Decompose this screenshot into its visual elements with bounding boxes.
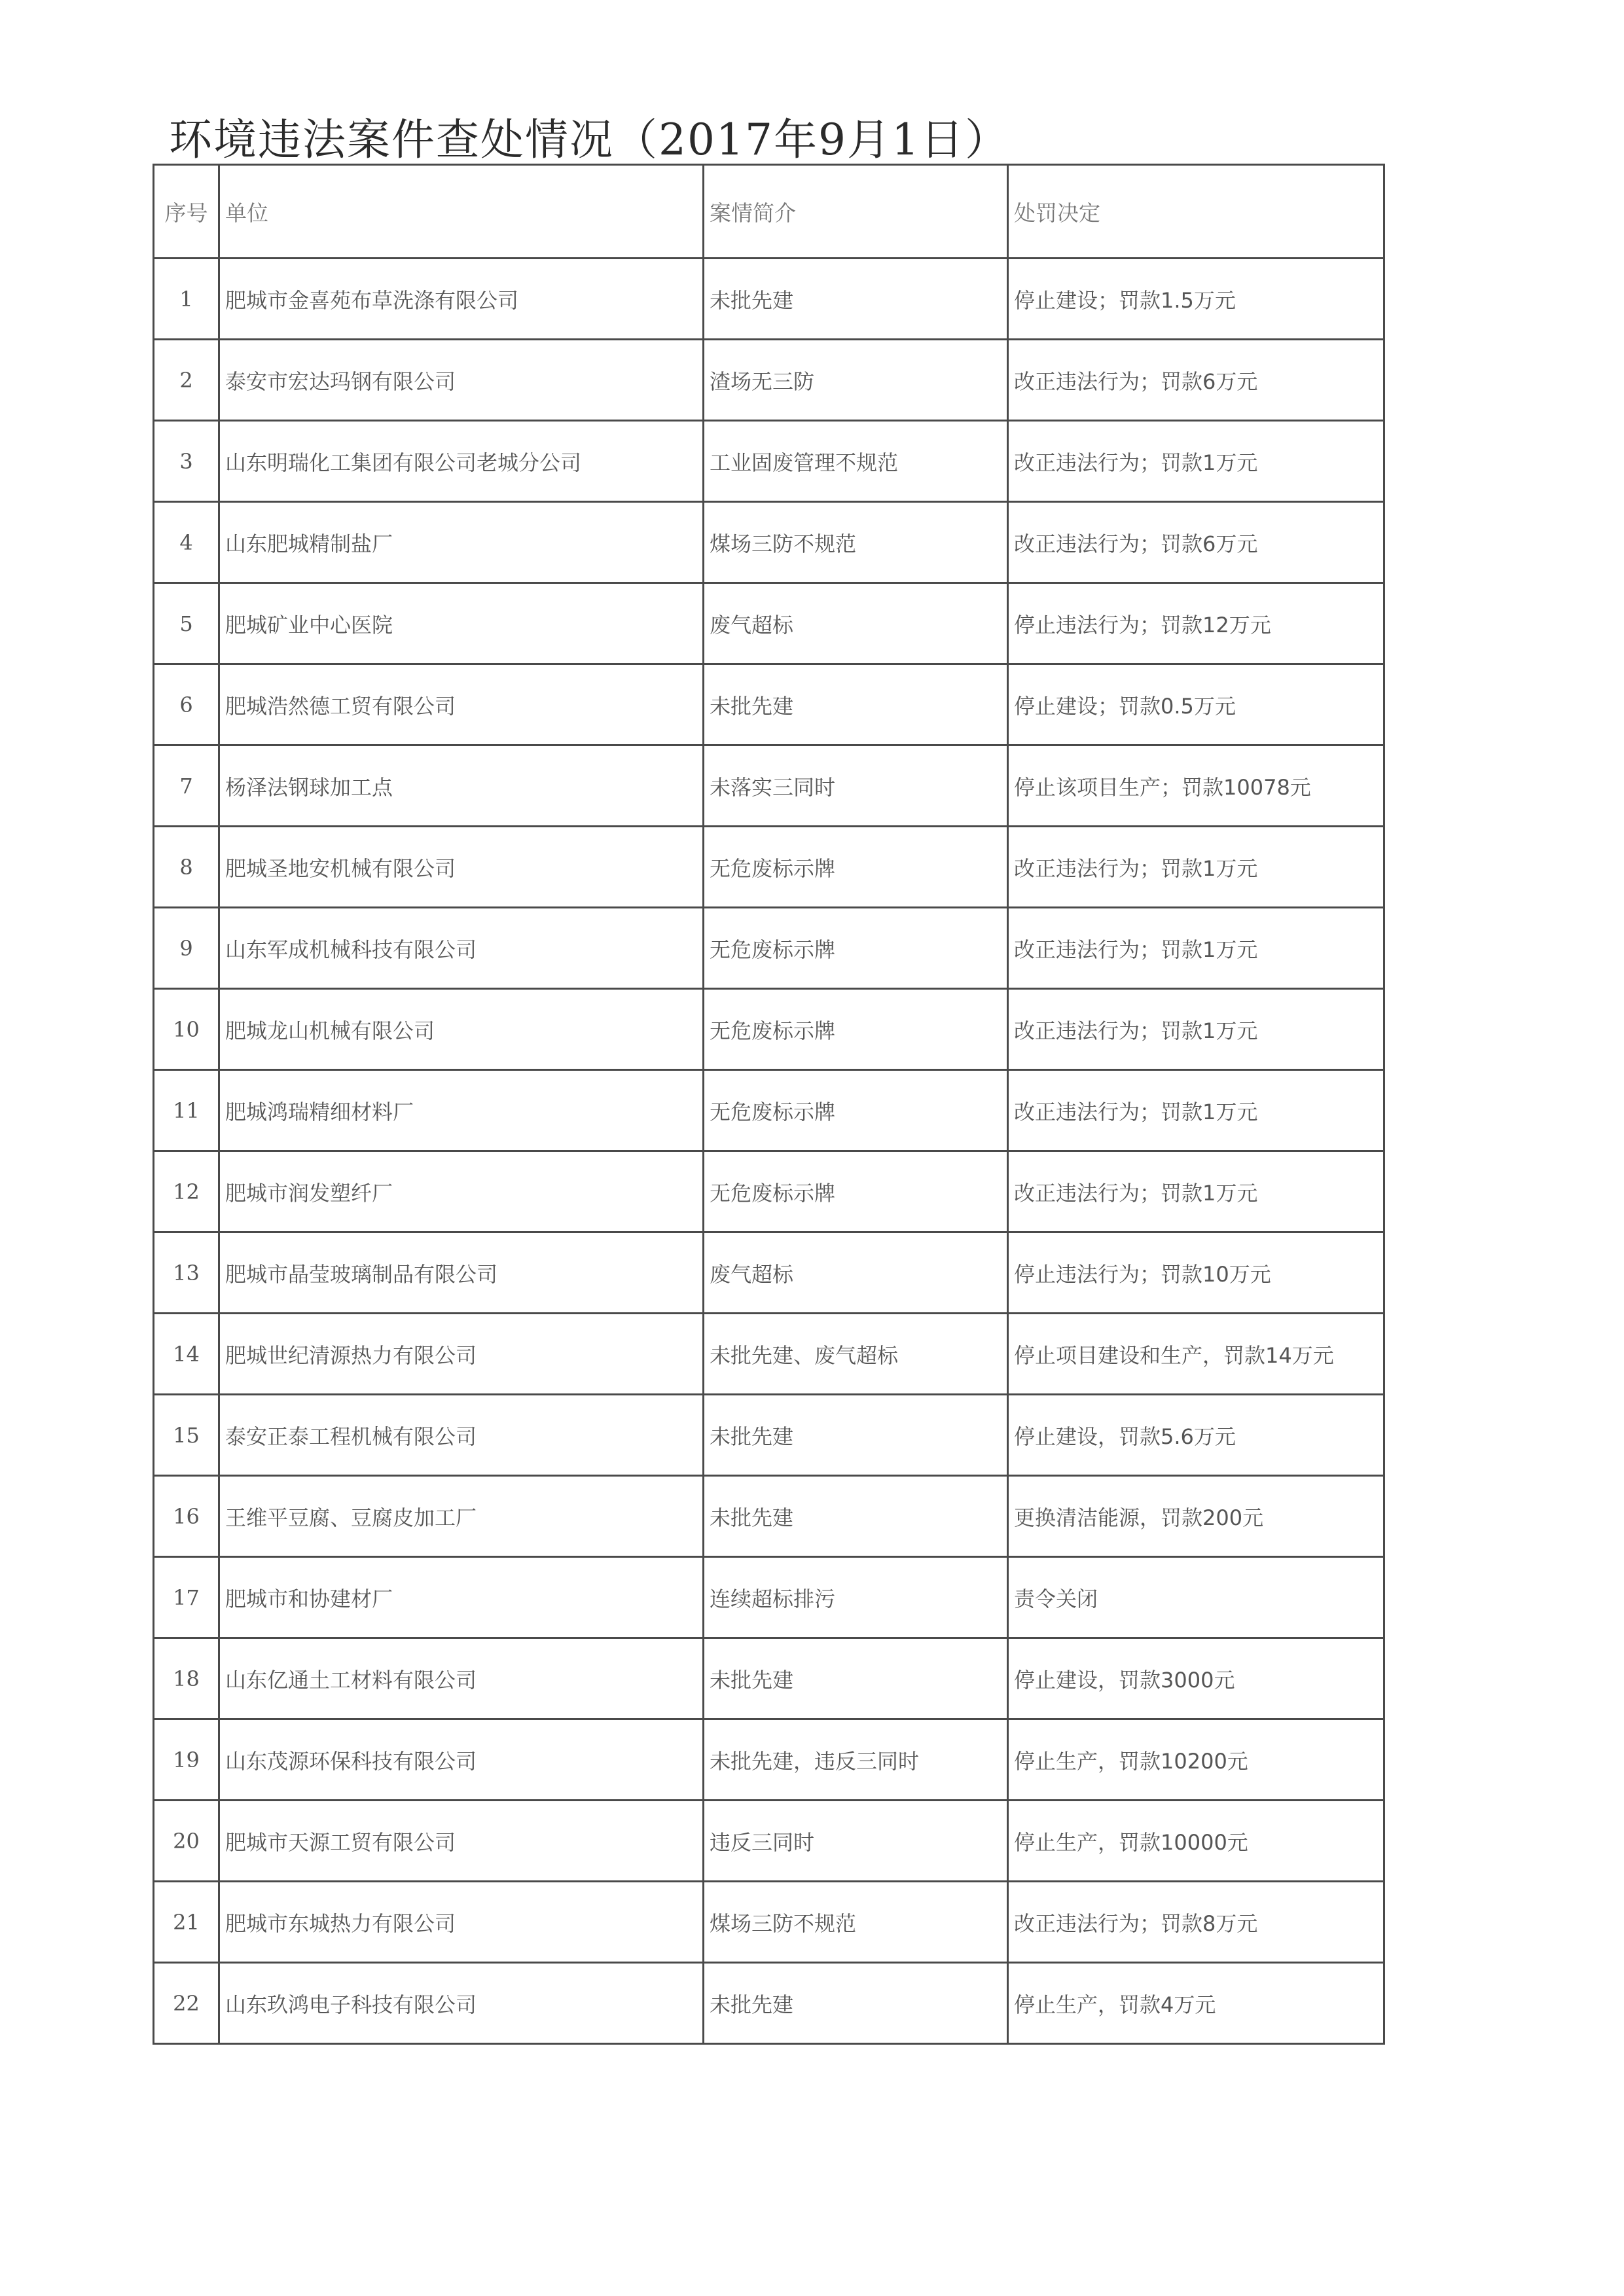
table-row bbox=[154, 1557, 1384, 1638]
table-row bbox=[154, 583, 1384, 664]
cell-unit: 肥城浩然德工贸有限公司 bbox=[219, 664, 704, 745]
table-row bbox=[154, 908, 1384, 989]
cell-unit: 山东茂源环保科技有限公司 bbox=[219, 1719, 704, 1801]
cell-unit: 肥城矿业中心医院 bbox=[219, 583, 704, 664]
cell-case: 未批先建，违反三同时 bbox=[704, 1719, 1008, 1801]
table-row bbox=[154, 421, 1384, 502]
cell-case: 渣场无三防 bbox=[704, 340, 1008, 421]
cell-no: 12 bbox=[154, 1151, 219, 1232]
cell-case: 工业固废管理不规范 bbox=[704, 421, 1008, 502]
cell-penalty: 改正违法行为；罚款1万元 bbox=[1008, 989, 1384, 1070]
table-row bbox=[154, 502, 1384, 583]
cell-no: 17 bbox=[154, 1557, 219, 1638]
cell-case: 煤场三防不规范 bbox=[704, 502, 1008, 583]
cell-unit: 泰安市宏达玛钢有限公司 bbox=[219, 340, 704, 421]
cell-penalty: 停止建设；罚款0.5万元 bbox=[1008, 664, 1384, 745]
cell-case: 连续超标排污 bbox=[704, 1557, 1008, 1638]
cell-no: 10 bbox=[154, 989, 219, 1070]
table-row bbox=[154, 1882, 1384, 1963]
table-row bbox=[154, 745, 1384, 827]
table-row bbox=[154, 1801, 1384, 1882]
cell-penalty: 改正违法行为；罚款6万元 bbox=[1008, 502, 1384, 583]
cell-penalty: 停止生产，罚款4万元 bbox=[1008, 1963, 1384, 2044]
cell-penalty: 更换清洁能源，罚款200元 bbox=[1008, 1476, 1384, 1557]
cell-unit: 肥城市金喜苑布草洗涤有限公司 bbox=[219, 259, 704, 340]
cell-case: 无危废标示牌 bbox=[704, 908, 1008, 989]
cell-no: 16 bbox=[154, 1476, 219, 1557]
cell-case: 未批先建 bbox=[704, 1476, 1008, 1557]
cell-case: 无危废标示牌 bbox=[704, 1070, 1008, 1151]
table-row bbox=[154, 1476, 1384, 1557]
cell-no: 11 bbox=[154, 1070, 219, 1151]
cell-no: 19 bbox=[154, 1719, 219, 1801]
cell-unit: 杨泽法钢球加工点 bbox=[219, 745, 704, 827]
cell-unit: 泰安正泰工程机械有限公司 bbox=[219, 1395, 704, 1476]
cell-case: 违反三同时 bbox=[704, 1801, 1008, 1882]
cell-no: 6 bbox=[154, 664, 219, 745]
header-case: 案情简介 bbox=[704, 165, 1008, 259]
cell-penalty: 停止该项目生产；罚款10078元 bbox=[1008, 745, 1384, 827]
cell-penalty: 改正违法行为；罚款8万元 bbox=[1008, 1882, 1384, 1963]
cell-unit: 肥城世纪清源热力有限公司 bbox=[219, 1314, 704, 1395]
header-penalty: 处罚决定 bbox=[1008, 165, 1384, 259]
cell-penalty: 停止建设；罚款1.5万元 bbox=[1008, 259, 1384, 340]
cell-no: 5 bbox=[154, 583, 219, 664]
table-row bbox=[154, 664, 1384, 745]
cell-penalty: 改正违法行为；罚款1万元 bbox=[1008, 908, 1384, 989]
cell-case: 未批先建 bbox=[704, 1395, 1008, 1476]
cell-unit: 山东肥城精制盐厂 bbox=[219, 502, 704, 583]
cell-no: 4 bbox=[154, 502, 219, 583]
table-row bbox=[154, 1638, 1384, 1719]
cell-case: 无危废标示牌 bbox=[704, 989, 1008, 1070]
cell-unit: 肥城市东城热力有限公司 bbox=[219, 1882, 704, 1963]
cell-no: 18 bbox=[154, 1638, 219, 1719]
table-header-row bbox=[154, 165, 1384, 259]
table-row bbox=[154, 1395, 1384, 1476]
cases-table bbox=[153, 164, 1385, 2045]
cell-unit: 肥城市天源工贸有限公司 bbox=[219, 1801, 704, 1882]
cell-unit: 山东明瑞化工集团有限公司老城分公司 bbox=[219, 421, 704, 502]
header-unit: 单位 bbox=[219, 165, 704, 259]
cell-no: 20 bbox=[154, 1801, 219, 1882]
cell-case: 未批先建、废气超标 bbox=[704, 1314, 1008, 1395]
page-title: 环境违法案件查处情况（2017年9月1日） bbox=[169, 115, 1009, 165]
table-row bbox=[154, 1070, 1384, 1151]
cell-unit: 肥城市和协建材厂 bbox=[219, 1557, 704, 1638]
cell-penalty: 改正违法行为；罚款1万元 bbox=[1008, 827, 1384, 908]
cell-case: 煤场三防不规范 bbox=[704, 1882, 1008, 1963]
cell-penalty: 停止违法行为；罚款10万元 bbox=[1008, 1232, 1384, 1314]
cell-penalty: 改正违法行为；罚款1万元 bbox=[1008, 1151, 1384, 1232]
cell-unit: 肥城圣地安机械有限公司 bbox=[219, 827, 704, 908]
cell-no: 2 bbox=[154, 340, 219, 421]
cell-penalty: 停止生产，罚款10200元 bbox=[1008, 1719, 1384, 1801]
cell-unit: 山东玖鸿电子科技有限公司 bbox=[219, 1963, 704, 2044]
cell-case: 未批先建 bbox=[704, 1638, 1008, 1719]
cell-case: 无危废标示牌 bbox=[704, 827, 1008, 908]
table-row bbox=[154, 259, 1384, 340]
cell-penalty: 责令关闭 bbox=[1008, 1557, 1384, 1638]
table-row bbox=[154, 827, 1384, 908]
table-row bbox=[154, 1232, 1384, 1314]
cell-penalty: 停止项目建设和生产，罚款14万元 bbox=[1008, 1314, 1384, 1395]
cell-unit: 山东亿通土工材料有限公司 bbox=[219, 1638, 704, 1719]
cell-case: 未批先建 bbox=[704, 1963, 1008, 2044]
cell-case: 未批先建 bbox=[704, 664, 1008, 745]
cell-case: 废气超标 bbox=[704, 1232, 1008, 1314]
cell-penalty: 停止建设，罚款3000元 bbox=[1008, 1638, 1384, 1719]
cell-no: 21 bbox=[154, 1882, 219, 1963]
cell-no: 3 bbox=[154, 421, 219, 502]
cell-unit: 肥城鸿瑞精细材料厂 bbox=[219, 1070, 704, 1151]
cell-case: 未落实三同时 bbox=[704, 745, 1008, 827]
cell-no: 1 bbox=[154, 259, 219, 340]
cell-penalty: 停止违法行为；罚款12万元 bbox=[1008, 583, 1384, 664]
table-row bbox=[154, 989, 1384, 1070]
cell-no: 13 bbox=[154, 1232, 219, 1314]
cell-penalty: 改正违法行为；罚款1万元 bbox=[1008, 421, 1384, 502]
cell-no: 15 bbox=[154, 1395, 219, 1476]
table-row bbox=[154, 1963, 1384, 2044]
table-row bbox=[154, 340, 1384, 421]
cell-no: 22 bbox=[154, 1963, 219, 2044]
table-row bbox=[154, 1151, 1384, 1232]
header-no: 序号 bbox=[154, 165, 219, 259]
cell-unit: 肥城市晶莹玻璃制品有限公司 bbox=[219, 1232, 704, 1314]
cell-unit: 山东军成机械科技有限公司 bbox=[219, 908, 704, 989]
cell-no: 8 bbox=[154, 827, 219, 908]
cell-unit: 肥城市润发塑纤厂 bbox=[219, 1151, 704, 1232]
cell-penalty: 停止建设，罚款5.6万元 bbox=[1008, 1395, 1384, 1476]
cell-no: 7 bbox=[154, 745, 219, 827]
table-row bbox=[154, 1314, 1384, 1395]
cell-no: 9 bbox=[154, 908, 219, 989]
cell-case: 无危废标示牌 bbox=[704, 1151, 1008, 1232]
cell-case: 废气超标 bbox=[704, 583, 1008, 664]
cell-penalty: 改正违法行为；罚款1万元 bbox=[1008, 1070, 1384, 1151]
cell-case: 未批先建 bbox=[704, 259, 1008, 340]
cell-no: 14 bbox=[154, 1314, 219, 1395]
cell-penalty: 改正违法行为；罚款6万元 bbox=[1008, 340, 1384, 421]
cell-penalty: 停止生产，罚款10000元 bbox=[1008, 1801, 1384, 1882]
table-row bbox=[154, 1719, 1384, 1801]
cell-unit: 肥城龙山机械有限公司 bbox=[219, 989, 704, 1070]
cell-unit: 王维平豆腐、豆腐皮加工厂 bbox=[219, 1476, 704, 1557]
